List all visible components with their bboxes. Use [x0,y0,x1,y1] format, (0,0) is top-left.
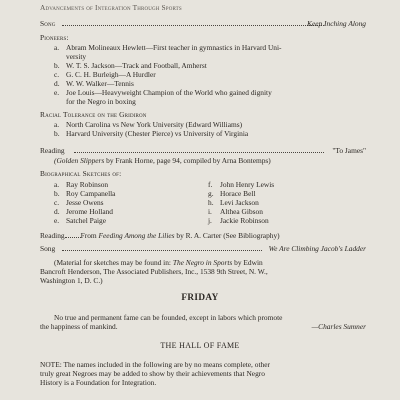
reading-source-title: (Golden Slippers [54,156,105,165]
gridiron-heading: Racial Tolerance on the Gridiron [40,110,147,119]
reading2-label: Reading [40,231,65,240]
bio-name: Horace Bell [220,189,256,198]
friday-attribution: —Charles Sumner [311,322,366,331]
friday-quote-line2: the happiness of mankind. [40,322,118,331]
bio-letter: c. [54,198,60,207]
bio-letter: d. [54,207,60,216]
reading2-source-title: Feeding Among the Lilies [98,231,175,240]
advancements-heading: Advancements of Integration Through Sports [40,3,182,12]
bio-letter: h. [208,198,214,207]
pioneer-text: G. C. H. Burleigh—A Hurdler [66,70,156,79]
pioneer-text: W. T. S. Jackson—Track and Football, Amherst [66,61,207,70]
pioneer-text: Joe Louis—Heavyweight Champion of the World who gained dignity [66,88,272,97]
bio-letter: f. [208,180,213,189]
bio-name: Jackie Robinson [220,216,269,225]
pioneer-letter: a. [54,43,60,52]
note-line2: truly great Negroes may be added to show by their achievements that Negro [40,369,265,378]
bio-name: Jerome Holland [66,207,113,216]
reading-title: "To James" [332,146,366,155]
pioneer-text: versity [66,52,87,61]
pioneer-letter: d. [54,79,60,88]
pioneer-letter: c. [54,70,60,79]
gridiron-letter: b. [54,129,60,138]
bio-letter: g. [208,189,214,198]
note-line1: NOTE: The names included in the following are by no means complete, other [40,360,270,369]
reading2 [40,231,280,240]
reading-source-rest: by Frank Horne, page 94, compiled by Arna Bontemps) [104,156,271,165]
pioneer-text: Abram Molineaux Hewlett—First teacher in gymnastics in Harvard Uni- [66,43,282,52]
song2-label: Song [40,244,56,253]
biographical-heading: Biographical Sketches of: [40,169,122,178]
dotted-leader [65,231,81,238]
reading2-from: From [80,231,99,240]
dotted-leader [74,146,324,153]
material-post: by Edwin [232,258,263,267]
bio-name: Satchel Paige [66,216,107,225]
bio-name: John Henry Lewis [220,180,275,189]
pioneer-letter: b. [54,61,60,70]
gridiron-text: Harvard University (Chester Pierce) vs University of Virginia [66,129,249,138]
bio-letter: i. [208,207,212,216]
reading2-rest: by R. A. Carter (See Bibliography) [174,231,280,240]
pioneers-heading: Pioneers: [40,33,69,42]
material-line3: Washington 1, D. C.) [40,276,103,285]
pioneer-letter: e. [54,88,60,97]
bio-name: Althea Gibson [220,207,263,216]
material-title: The Negro in Sports [172,258,233,267]
hall-of-fame-heading: THE HALL OF FAME [160,341,240,350]
bio-name: Levi Jackson [220,198,259,207]
bio-letter: e. [54,216,60,225]
material-line2: Bancroft Henderson, The Associated Publishers, Inc., 1538 9th Street, N. W., [40,267,268,276]
bio-name: Ray Robinson [66,180,109,189]
gridiron-letter: a. [54,120,60,129]
material-line1 [54,258,263,267]
song-title: Keep Inching Along [307,19,366,28]
bio-letter: b. [54,189,60,198]
bio-letter: j. [208,216,212,225]
pioneer-text: W. W. Walker—Tennis [66,79,134,88]
friday-quote-line1: No true and permanent fame can be founded, except in labors which promote [54,313,283,322]
bio-name: Jesse Owens [66,198,104,207]
song-label: Song [40,19,56,28]
bio-letter: a. [54,180,60,189]
material-pre: (Material for sketches may be found in: [54,258,173,267]
note-line3: History is a Foundation for Integration. [40,378,157,387]
gridiron-text: North Carolina vs New York University (Edward Williams) [66,120,243,129]
reading-label: Reading [40,146,65,155]
pioneer-text: for the Negro in boxing [66,97,136,106]
friday-heading: FRIDAY [181,292,219,302]
song2-title: We Are Climbing Jacob's Ladder [268,244,366,253]
reading-source [54,156,271,165]
bio-name: Roy Campanella [66,189,116,198]
